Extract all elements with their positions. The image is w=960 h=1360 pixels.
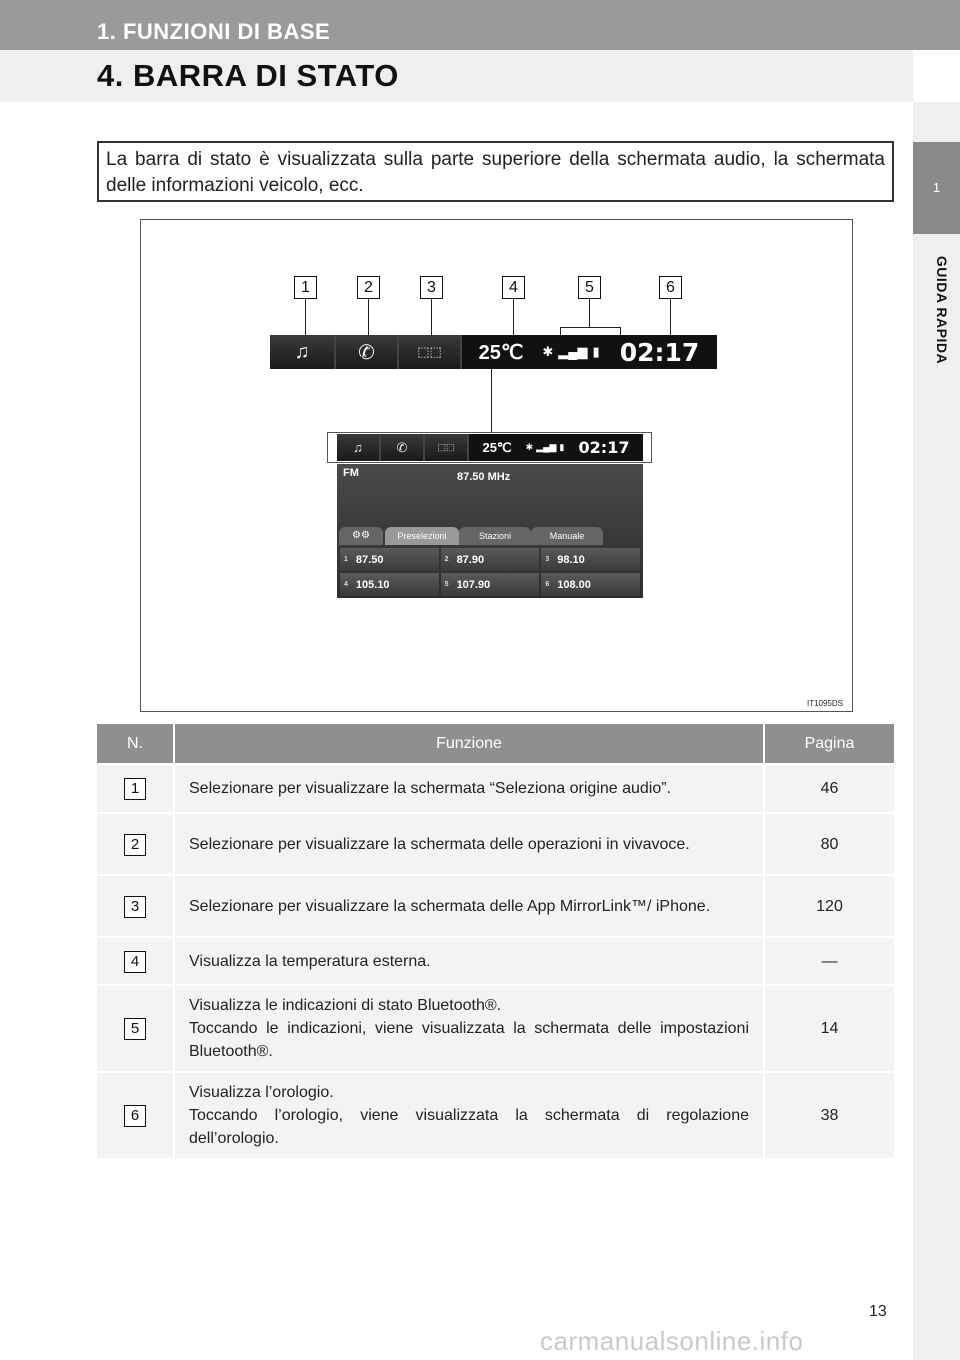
signal-icon: ▂▄▆ [558,344,588,359]
row-number [97,764,174,813]
preset-button[interactable] [340,548,439,571]
leader-line-3 [431,299,432,335]
preset-button[interactable] [541,573,640,596]
row-function [174,1072,764,1158]
leader-line-6 [670,299,671,335]
band-label: FM [343,467,359,479]
status-bar-small [337,434,643,461]
table-row [97,985,894,1072]
preset-button[interactable] [541,548,640,571]
audio-tabs [337,527,643,545]
row-page: 14 [764,985,894,1072]
preset-frequency: 105.10 [355,578,390,591]
preset-number: 5 [444,581,449,588]
preset-frequency: 87.50 [355,553,384,566]
leader-line-1 [305,299,306,335]
phone-icon-small[interactable]: ✆ [381,434,425,461]
page-title: 4. BARRA DI STATO [97,58,399,93]
row-number-box: 1 [124,778,146,800]
preset-frequency: 107.90 [456,578,491,591]
row-function-text: Visualizza le indicazioni di stato Bluetooth®. [189,997,502,1014]
row-function [174,937,764,985]
row-number-box: 6 [124,1105,146,1127]
table-header-row [97,724,894,764]
preset-grid [340,548,640,596]
temperature-display: 25℃ [478,341,524,364]
music-icon-small[interactable]: ♫ [337,434,381,461]
frequency-display: 87.50 MHz [457,471,511,483]
row-number [97,1072,174,1158]
callout-1: 1 [294,276,317,299]
row-page: — [764,937,894,985]
preset-button[interactable] [441,573,540,596]
callout-4: 4 [502,276,525,299]
clock-display-small[interactable]: 02:17 [578,438,630,457]
table-row [97,937,894,985]
col-header-page: Pagina [764,724,894,764]
watermark: carmanualsonline.info [540,1326,804,1356]
page-number: 13 [869,1303,887,1320]
row-function-text: Selezionare per visualizzare la schermata delle App MirrorLink™/ iPhone. [189,897,711,915]
tab-manuale[interactable]: Manuale [531,527,603,545]
row-number-box: 2 [124,834,146,856]
row-number [97,937,174,985]
figure-code: IT1095DS [806,699,843,708]
row-number-box: 3 [124,896,146,918]
row-function [174,764,764,813]
row-number-box: 5 [124,1018,146,1040]
preset-button[interactable] [441,548,540,571]
preset-button[interactable] [340,573,439,596]
table-row [97,1072,894,1158]
bluetooth-status-small[interactable] [525,442,565,453]
row-number-box: 4 [124,951,146,973]
row-number [97,813,174,875]
clock-display[interactable]: 02:17 [619,337,700,367]
temperature-display-small: 25℃ [482,439,512,455]
section-label: 1. FUNZIONI DI BASE [97,19,331,44]
battery-icon-small: ▮ [559,442,565,452]
bluetooth-icon-small: ✱ [525,442,534,452]
preset-number: 4 [344,581,348,588]
chapter-title: GUIDA RAPIDA [934,255,950,365]
row-number [97,985,174,1072]
audio-screen [337,464,643,598]
callout-2: 2 [357,276,380,299]
callout-5: 5 [578,276,601,299]
preset-frequency: 108.00 [557,578,591,591]
row-function-text: Selezionare per visualizzare la schermata delle operazioni in vivavoce. [189,835,690,853]
mirrorlink-icon-small[interactable]: ⬚⬚ [425,434,469,461]
row-page: 46 [764,764,894,813]
callout-6: 6 [659,276,682,299]
preset-number: 1 [344,556,348,563]
row-function [174,813,764,875]
leader-line-4 [513,299,514,335]
chapter-tab[interactable]: 1 [913,142,960,234]
tab-preselezioni[interactable]: Preselezioni [385,527,459,545]
leader-line-zoom [491,369,492,432]
row-function-text: Selezionare per visualizzare la schermata “Seleziona origine audio”. [189,780,672,797]
music-icon[interactable]: ♫ [270,335,336,369]
signal-icon-small: ▂▄▆ [536,442,557,452]
preset-frequency: 98.10 [557,553,585,566]
phone-icon[interactable]: ✆ [336,335,399,369]
preset-frequency: 87.90 [456,553,485,566]
row-function-text: Toccando le indicazioni, viene visualizzata la schermata delle impostazioni Bluetooth®. [189,1020,749,1060]
col-header-function: Funzione [174,724,764,764]
leader-bracket-5 [560,327,621,328]
intro-text: La barra di stato è visualizzata sulla parte superiore della schermata audio, la schermata delle informazioni veicolo, ecc. [97,141,894,202]
preset-number: 6 [545,581,550,588]
row-function [174,875,764,937]
settings-tab[interactable]: ⚙⚙ [339,527,383,545]
leader-line-2 [368,299,369,335]
preset-number: 2 [444,556,449,563]
row-page: 120 [764,875,894,937]
mirrorlink-icon[interactable]: ⬚⬚ [399,335,462,369]
status-bar-large [270,335,717,369]
row-number [97,875,174,937]
row-function-text: Visualizza l’orologio. [189,1084,334,1101]
tab-stazioni[interactable]: Stazioni [459,527,531,545]
row-page: 80 [764,813,894,875]
table-row [97,875,894,937]
battery-icon: ▮ [592,344,600,359]
leader-line-5 [589,299,590,327]
bluetooth-status[interactable] [540,344,602,360]
table-row [97,764,894,813]
function-table [97,724,894,1158]
preset-number: 3 [545,556,550,563]
row-function-text: Visualizza la temperatura esterna. [189,952,431,970]
bluetooth-icon: ✱ [542,344,554,359]
row-function [174,985,764,1072]
row-page: 38 [764,1072,894,1158]
row-function-text: Toccando l’orologio, viene visualizzata la schermata di regolazione dell’orologio. [189,1107,749,1147]
col-header-number: N. [97,724,174,764]
table-row [97,813,894,875]
callout-3: 3 [420,276,443,299]
